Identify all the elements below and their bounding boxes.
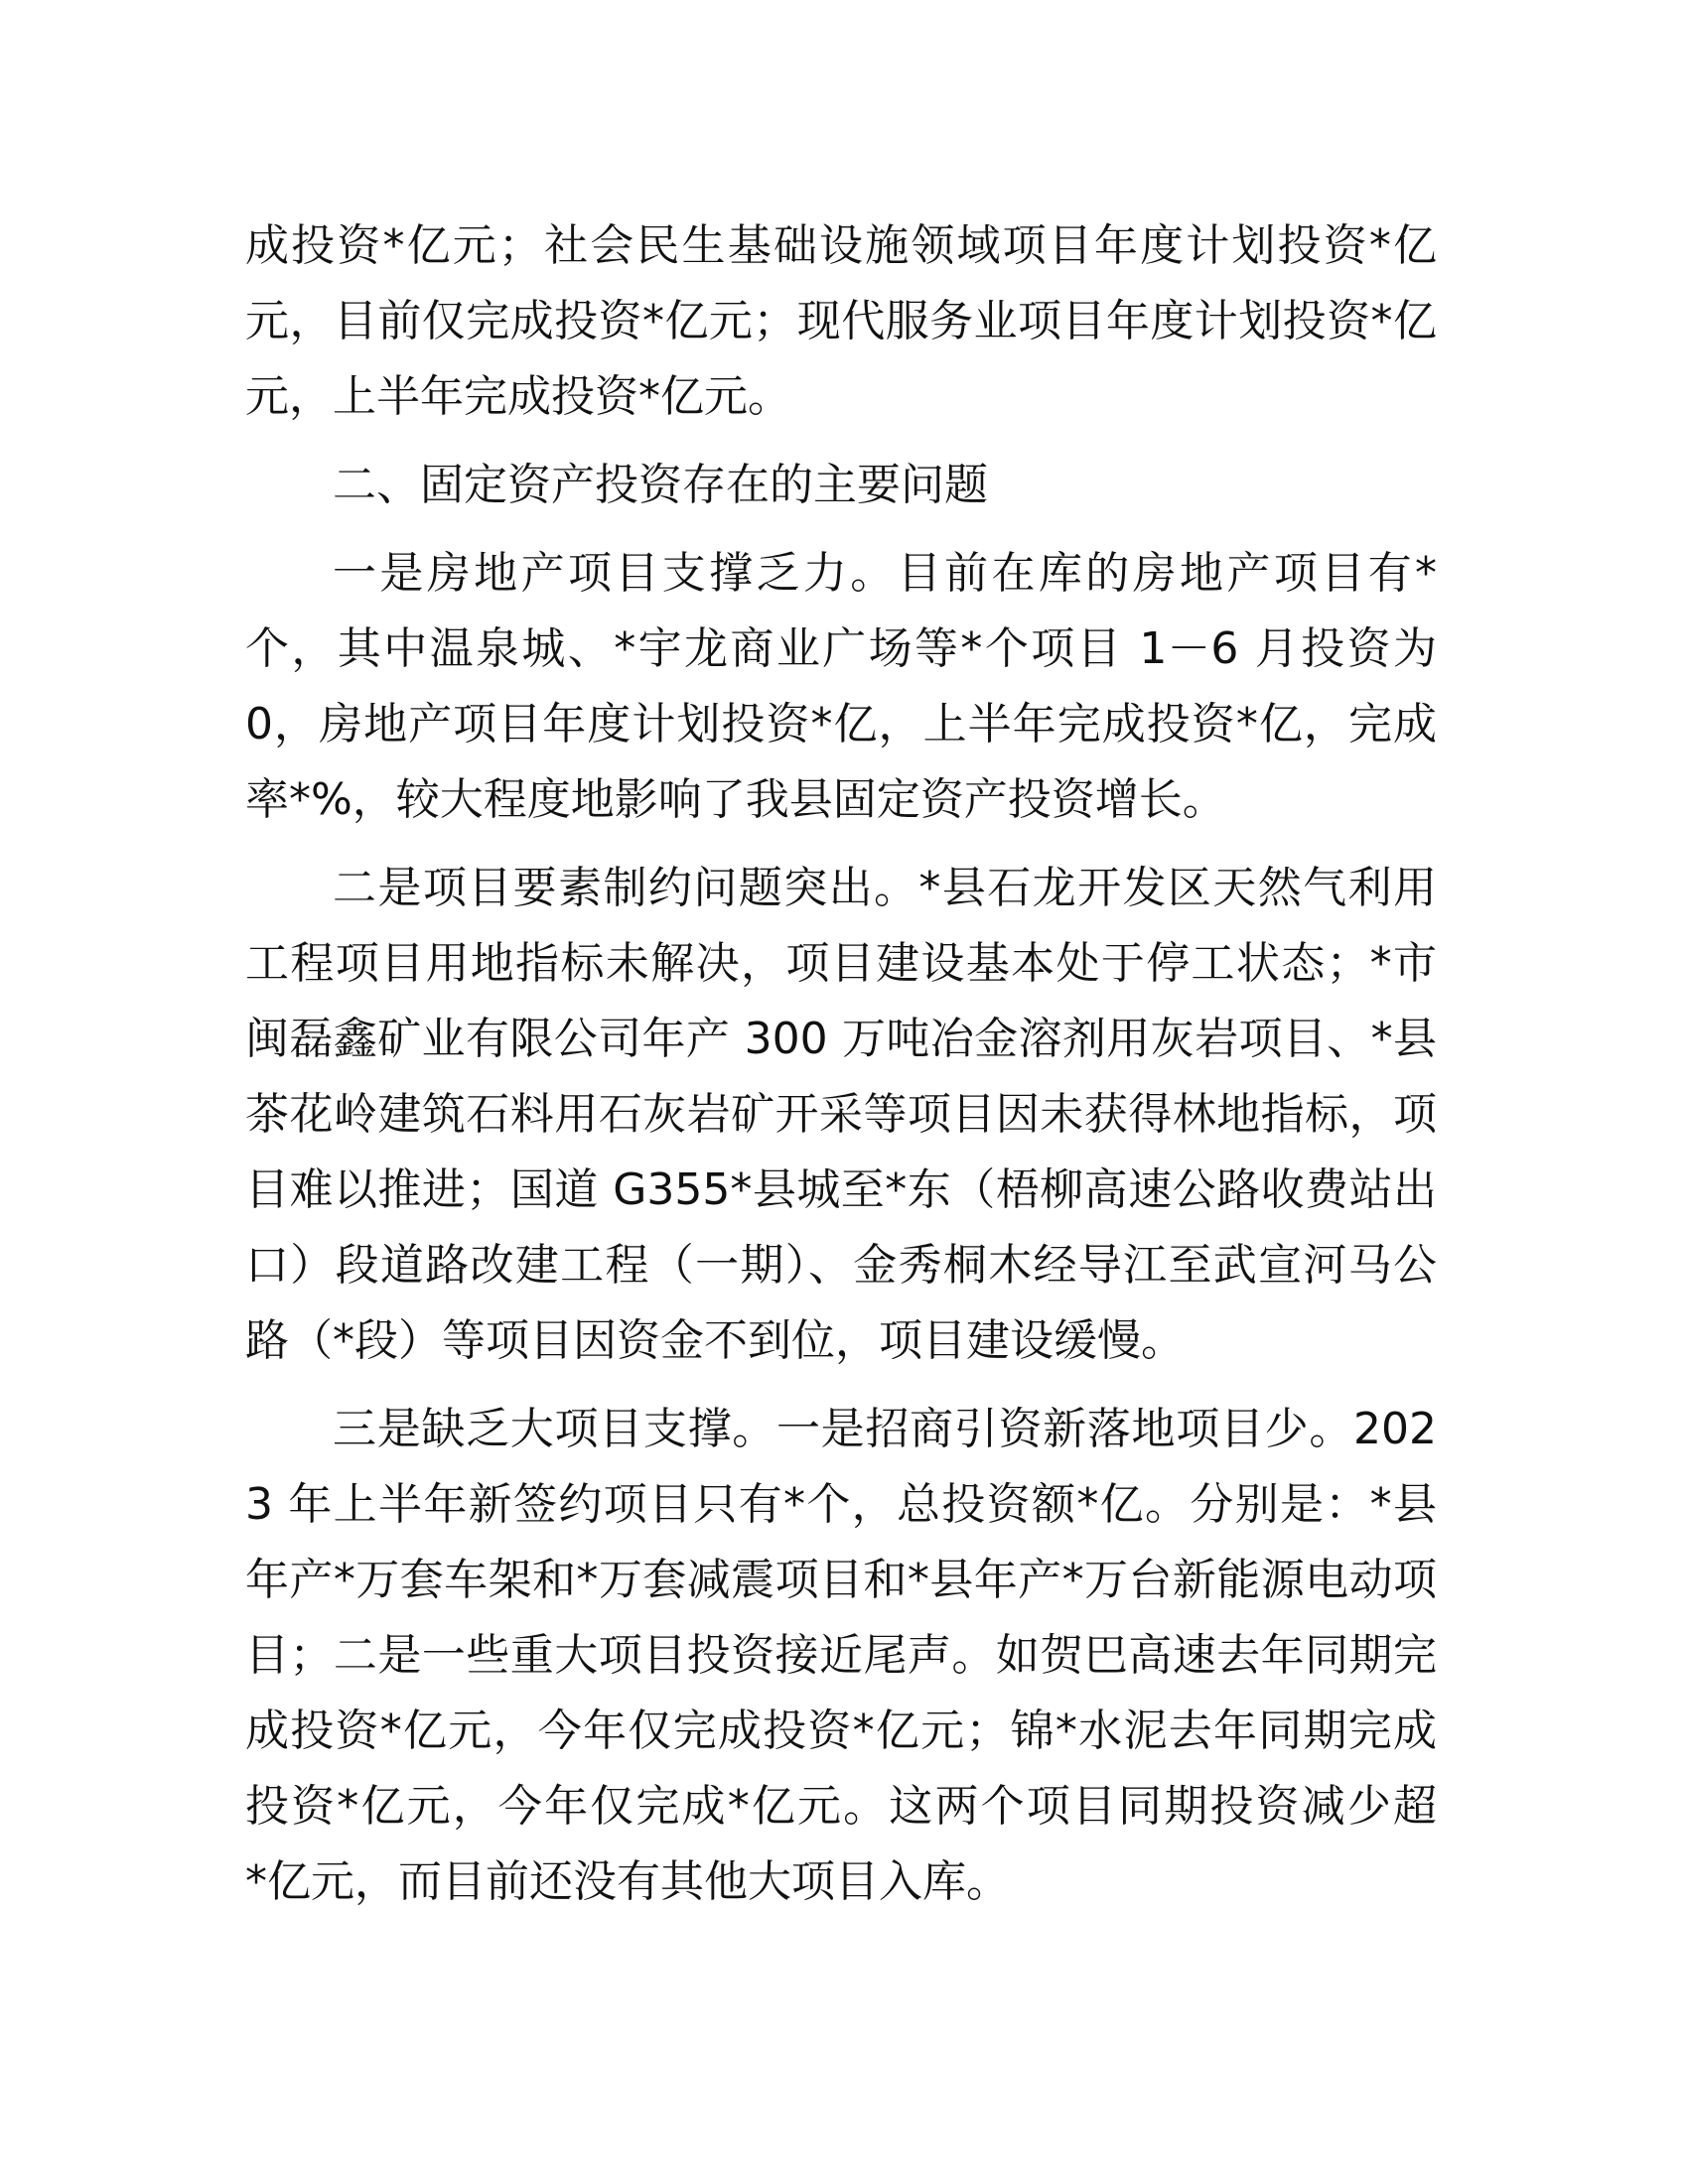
paragraph-lack-major-projects: 三是缺乏大项目支撑。一是招商引资新落地项目少。2023 年上半年新签约项目只有*个，总投资额*亿。分别是：*县年产*万套车架和*万套减震项目和*县年产*万台新能源电动项目；二是一些重大项目投资接近尾声。如贺巴高速去年同期完成投资*亿元，今年仅完成投资*亿元；锦*水泥去年同期完成投资*亿元，今年仅完成*亿元。这两个项目同期投资减少超 *亿元，而目前还没有其他大项目入库。 [245, 1404, 1480, 1907]
paragraph-project-constraints: 二是项目要素制约问题突出。*县石龙开发区天然气利用工程项目用地指标未解决，项目建设基本处于停工状态；*市闽磊鑫矿业有限公司年产 300 万吨冶金溶剂用灰岩项目、*县茶花岭建筑石料用石灰岩矿开采等项目因未获得林地指标，项目难以推进；国道 G355*县城至*东（梧柳高速公路收费站出口）段道路改建工程（一期）、金秀桐木经导江至武宣河马公路（*段）等项目因资金不到位，项目建设缓慢。 [245, 863, 1437, 1366]
document-body [245, 208, 1480, 1933]
paragraph-real-estate: 一是房地产项目支撑乏力。目前在库的房地产项目有*个，其中温泉城、*宇龙商业广场等*个项目 1－6 月投资为 0，房地产项目年度计划投资*亿，上半年完成投资*亿，完成率*%，较大程度地影响了我县固定资产投资增长。 [245, 548, 1437, 825]
paragraph-investment-summary: 成投资*亿元；社会民生基础设施领域项目年度计划投资*亿元，目前仅完成投资*亿元；现代服务业项目年度计划投资*亿元，上半年完成投资*亿元。 [245, 220, 1437, 422]
section-heading-main-problems: 二、固定资产投资存在的主要问题 [333, 460, 988, 510]
